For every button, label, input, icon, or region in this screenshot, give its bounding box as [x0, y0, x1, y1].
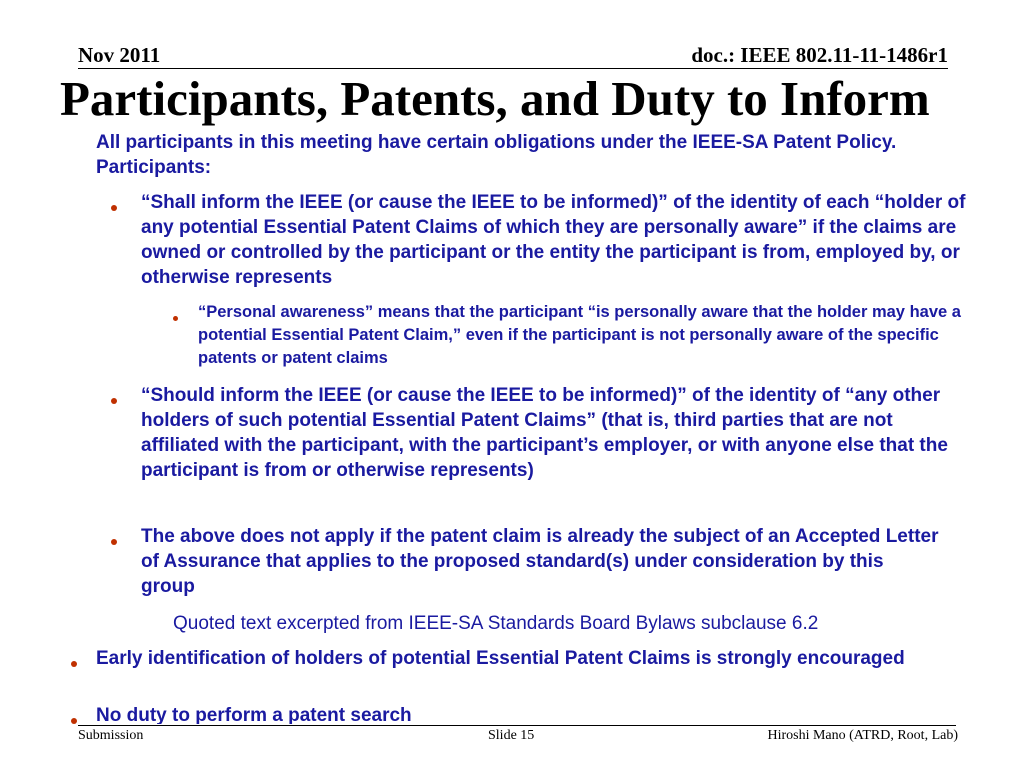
bullet-early-identification: Early identification of holders of potential Essential Patent Claims is strongly encouraged — [96, 648, 905, 669]
bullet-shall-inform: “Shall inform the IEEE (or cause the IEEE to be informed)” of the identity of each “holder of any potential Essential Patent Claims of which they are personally aware” if the claims are owned or controlled by the participant or the entity the participant is from, employed by, or otherwise represents — [141, 192, 966, 288]
bullet-icon — [111, 539, 117, 545]
bullet-icon — [111, 398, 117, 404]
slide-title: Participants, Patents, and Duty to Inform — [60, 71, 930, 126]
quote-citation: Quoted text excerpted from IEEE-SA Standards Board Bylaws subclause 6.2 — [173, 613, 819, 634]
header-date: Nov 2011 — [78, 43, 161, 67]
footer-submission: Submission — [78, 728, 144, 743]
footer-author: Hiroshi Mano (ATRD, Root, Lab) — [767, 728, 958, 743]
bullet-above-does-not-apply: The above does not apply if the patent claim is already the subject of an Accepted Letter of Assurance that applies to the proposed standard(s) under consideration by this group — [141, 526, 939, 597]
footer-slide-number: Slide 15 — [488, 728, 535, 743]
header-divider — [78, 68, 948, 69]
subbullet-personal-awareness: “Personal awareness” means that the participant “is personally aware that the holder may have a potential Essential Patent Claim,” even if the participant is not personally aware of the specific patents or patent claims — [198, 303, 961, 367]
footer-divider — [78, 725, 956, 726]
intro-paragraph: All participants in this meeting have certain obligations under the IEEE-SA Patent Policy. Participants: — [96, 132, 897, 178]
bullet-should-inform: “Should inform the IEEE (or cause the IEEE to be informed)” of the identity of “any other holders of such potential Essential Patent Claims” (that is, third parties that are not affiliated with the participant, with the participant’s employer, or with anyone else that the participant is from or otherwise represents) — [141, 385, 948, 481]
bullet-icon — [173, 316, 178, 321]
bullet-icon — [71, 661, 77, 667]
bullet-no-duty: No duty to perform a patent search — [96, 705, 412, 724]
bullet-icon — [71, 718, 77, 724]
bullet-icon — [111, 205, 117, 211]
header-doc-id: doc.: IEEE 802.11-11-1486r1 — [691, 43, 948, 67]
